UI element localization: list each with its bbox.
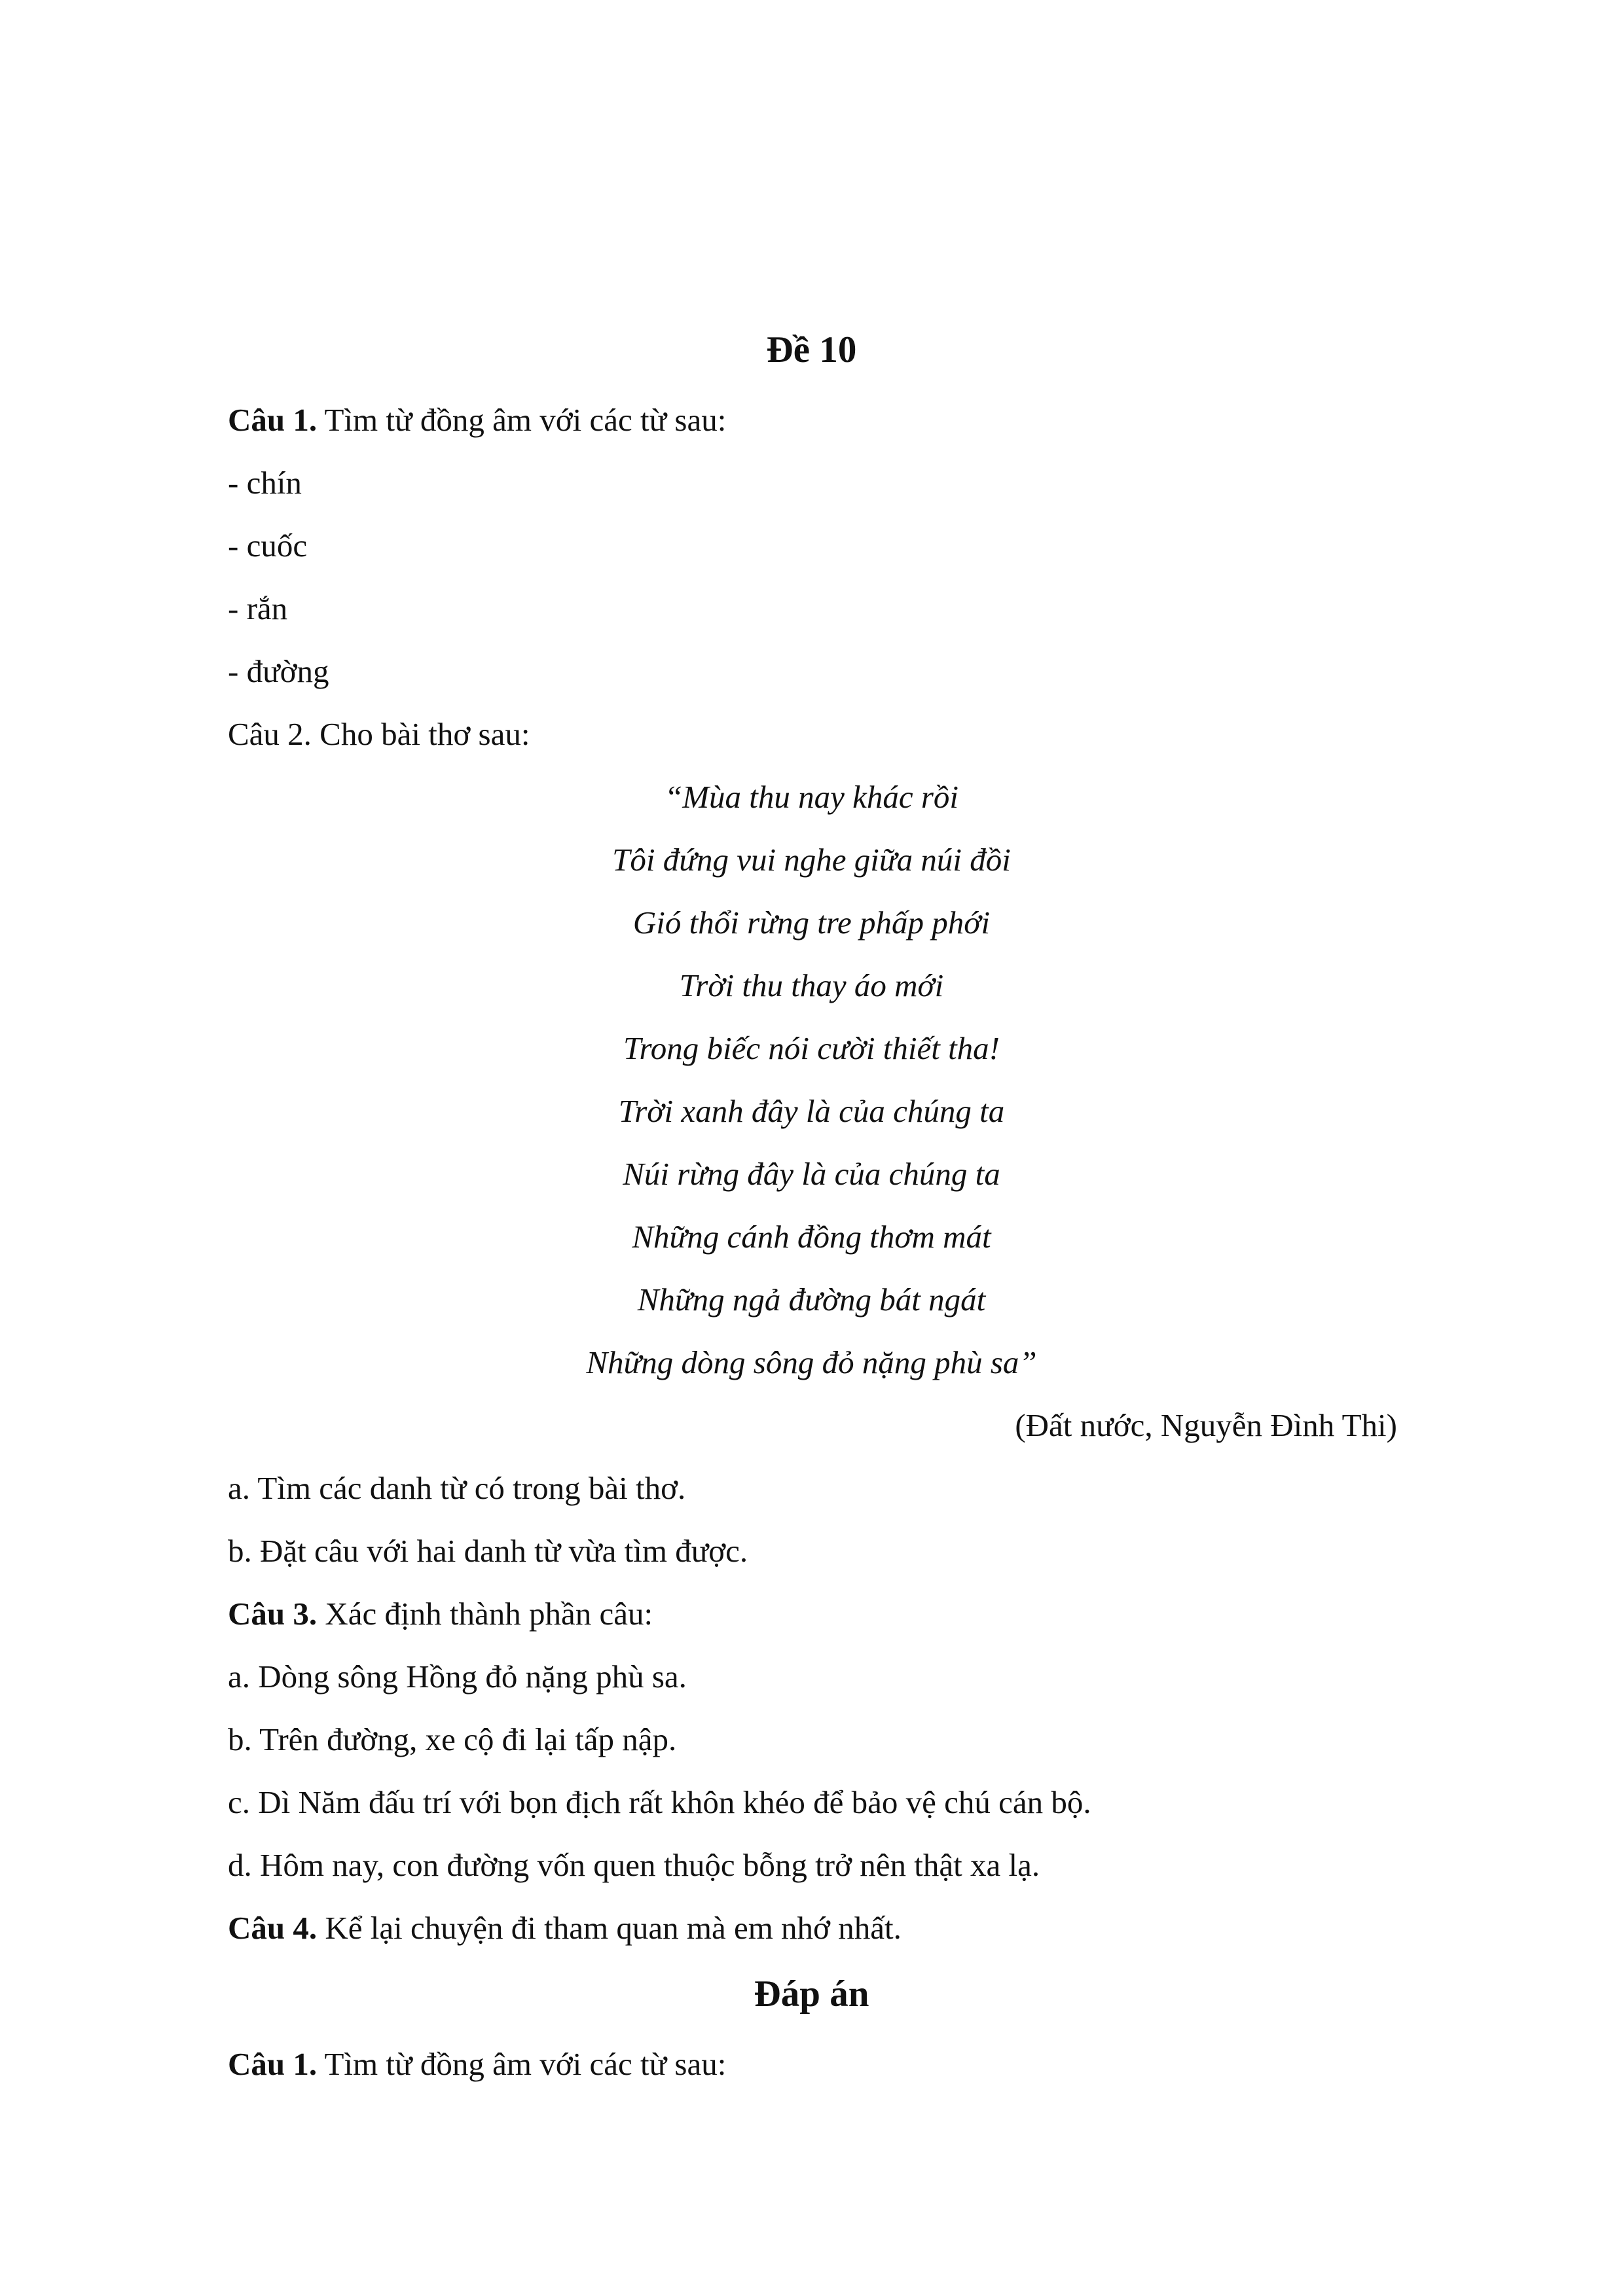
poem-line: Núi rừng đây là của chúng ta bbox=[623, 1156, 1000, 1192]
question-3-part: d. Hôm nay, con đường vốn quen thuộc bỗng trở nên thật xa lạ. bbox=[228, 1847, 1040, 1883]
question-1 bbox=[228, 401, 726, 440]
question-3-part: b. Trên đường, xe cộ đi lại tấp nập. bbox=[228, 1721, 677, 1757]
poem-line: Những ngả đường bát ngát bbox=[637, 1282, 986, 1318]
question-1-item: - rắn bbox=[228, 590, 288, 626]
question-1-item: - cuốc bbox=[228, 528, 308, 564]
question-2-part: b. Đặt câu với hai danh từ vừa tìm được. bbox=[228, 1533, 748, 1569]
question-3 bbox=[228, 1594, 653, 1634]
poem-line: Tôi đứng vui nghe giữa núi đồi bbox=[612, 842, 1011, 878]
question-4 bbox=[228, 1909, 902, 1948]
question-3-text: Xác định thành phần câu: bbox=[317, 1596, 653, 1632]
question-2-part: a. Tìm các danh từ có trong bài thơ. bbox=[228, 1470, 686, 1506]
question-4-label: Câu 4. bbox=[228, 1910, 318, 1946]
question-3-label: Câu 3. bbox=[228, 1596, 318, 1632]
exam-title: Đề 10 bbox=[766, 329, 857, 370]
question-1-item: - đường bbox=[228, 653, 329, 689]
poem-line: Những dòng sông đỏ nặng phù sa” bbox=[586, 1344, 1037, 1380]
answer-title: Đáp án bbox=[754, 1973, 869, 2015]
answer-question-1-text: Tìm từ đồng âm với các từ sau: bbox=[317, 2046, 727, 2082]
answer-question-1-label: Câu 1. bbox=[228, 2046, 318, 2082]
poem-line: Gió thổi rừng tre phấp phới bbox=[632, 905, 991, 941]
question-2: Câu 2. Cho bài thơ sau: bbox=[228, 716, 530, 752]
question-3-part: c. Dì Năm đấu trí với bọn địch rất khôn khéo để bảo vệ chú cán bộ. bbox=[228, 1784, 1091, 1820]
question-1-label: Câu 1. bbox=[228, 402, 318, 438]
poem-line: Trời thu thay áo mới bbox=[679, 967, 944, 1003]
question-4-text: Kể lại chuyện đi tham quan mà em nhớ nhất. bbox=[317, 1910, 902, 1946]
answer-question-1 bbox=[228, 2045, 726, 2084]
question-1-item: - chín bbox=[228, 465, 302, 501]
poem-line: Những cánh đồng thơm mát bbox=[632, 1219, 991, 1255]
poem-line: Trong biếc nói cười thiết tha! bbox=[623, 1030, 1000, 1066]
poem-line: Trời xanh đây là của chúng ta bbox=[618, 1093, 1005, 1129]
poem-line: “Mùa thu nay khác rồi bbox=[664, 779, 959, 815]
poem-source: (Đất nước, Nguyễn Đình Thi) bbox=[1015, 1407, 1397, 1443]
question-1-text: Tìm từ đồng âm với các từ sau: bbox=[317, 402, 727, 438]
question-3-part: a. Dòng sông Hồng đỏ nặng phù sa. bbox=[228, 1659, 687, 1695]
